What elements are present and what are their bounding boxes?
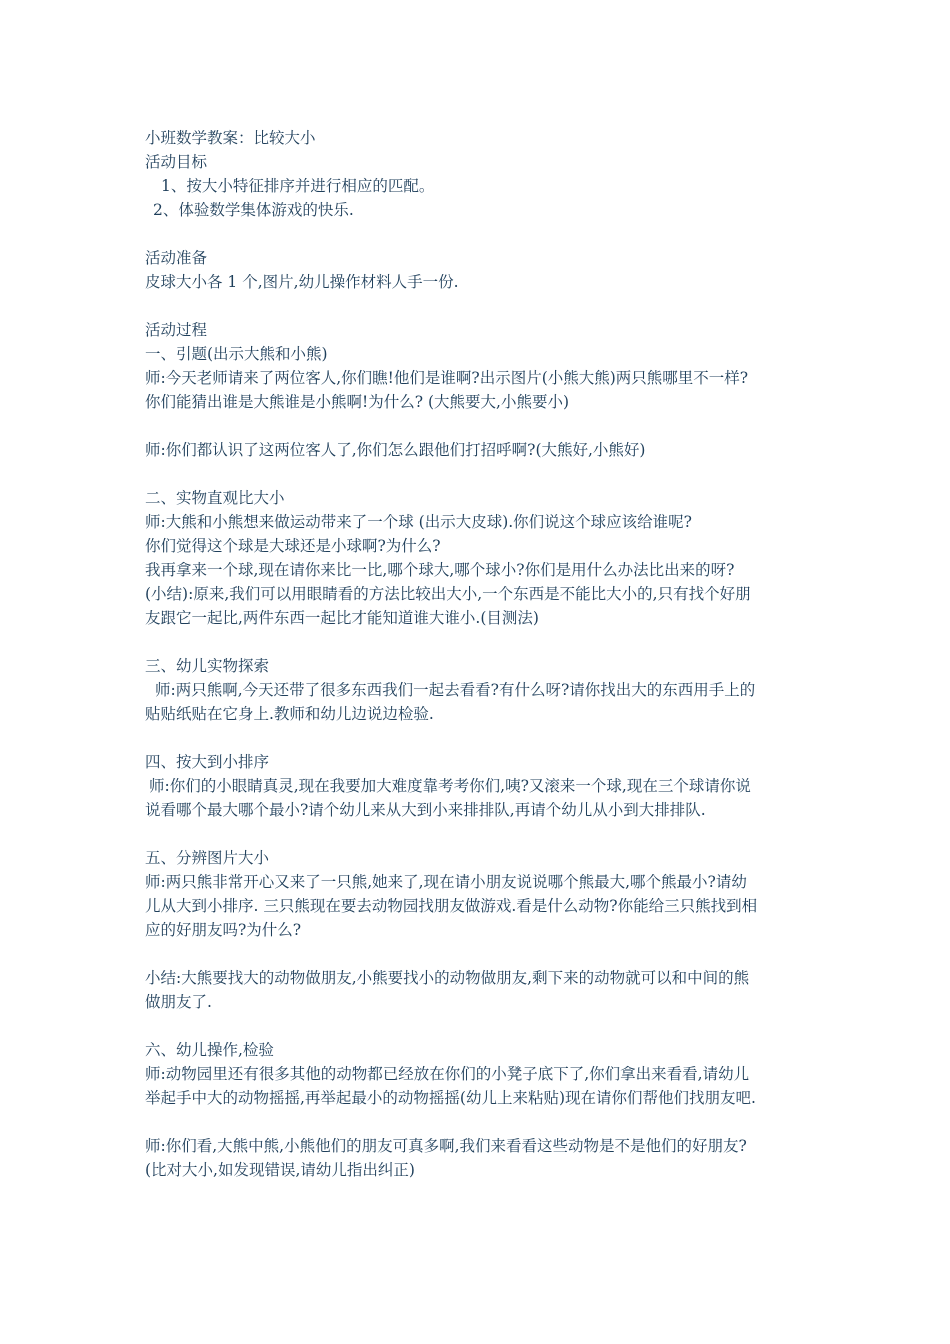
blank-line [145, 1014, 815, 1038]
paragraph-line: 师:今天老师请来了两位客人,你们瞧!他们是谁啊?出示图片(小熊大熊)两只熊哪里不一样? [145, 369, 749, 387]
blank-line [145, 942, 815, 966]
section-2-heading: 二、实物直观比大小 [145, 489, 285, 507]
blank-line [145, 414, 815, 438]
prep-text: 皮球大小各 1 个,图片,幼儿操作材料人手一份. [145, 273, 459, 291]
paragraph-line: 做朋友了. [145, 993, 212, 1011]
document-title: 小班数学教案：比较大小 [145, 129, 316, 147]
paragraph-line: 举起手中大的动物摇摇,再举起最小的动物摇摇(幼儿上来粘贴)现在请你们帮他们找朋友吧. [145, 1089, 756, 1107]
section-1-heading: 一、引题(出示大熊和小熊) [145, 345, 328, 363]
blank-line [145, 222, 815, 246]
blank-line [145, 294, 815, 318]
paragraph-line: 小结:大熊要找大的动物做朋友,小熊要找小的动物做朋友,剩下来的动物就可以和中间的熊 [145, 969, 750, 987]
paragraph-line: 师:你们的小眼睛真灵,现在我要加大难度靠考考你们,咦?又滚来一个球,现在三个球请你说 [149, 777, 751, 795]
paragraph-line: 师:你们都认识了这两位客人了,你们怎么跟他们打招呼啊?(大熊好,小熊好) [145, 441, 646, 459]
paragraph-line: 应的好朋友吗?为什么? [145, 921, 302, 939]
prep-heading: 活动准备 [145, 249, 208, 267]
blank-line [145, 462, 815, 486]
goal-item: 2、体验数学集体游戏的快乐. [153, 201, 354, 219]
blank-line [145, 726, 815, 750]
paragraph-line: 你们能猜出谁是大熊谁是小熊啊!为什么? (大熊要大,小熊要小) [145, 393, 569, 411]
section-4-heading: 四、按大到小排序 [145, 753, 270, 771]
blank-line [145, 822, 815, 846]
paragraph-line: 师:大熊和小熊想来做运动带来了一个球 (出示大皮球).你们说这个球应该给谁呢? [145, 513, 692, 531]
goal-item: 1、按大小特征排序并进行相应的匹配。 [161, 177, 435, 195]
blank-line [145, 630, 815, 654]
document-body [145, 126, 815, 1182]
paragraph-line: 你们觉得这个球是大球还是小球啊?为什么? [145, 537, 441, 555]
process-heading: 活动过程 [145, 321, 208, 339]
paragraph-line: 师:两只熊啊,今天还带了很多东西我们一起去看看?有什么呀?请你找出大的东西用手上的 [155, 681, 756, 699]
paragraph-line: 儿从大到小排序. 三只熊现在要去动物园找朋友做游戏.看是什么动物?你能给三只熊找到相 [145, 897, 758, 915]
blank-line [145, 1110, 815, 1134]
section-3-heading: 三、幼儿实物探索 [145, 657, 270, 675]
paragraph-line: (比对大小,如发现错误,请幼儿指出纠正) [145, 1161, 415, 1179]
paragraph-line: 说看哪个最大哪个最小?请个幼儿来从大到小来排排队,再请个幼儿从小到大排排队. [145, 801, 706, 819]
paragraph-line: (小结):原来,我们可以用眼睛看的方法比较出大小,一个东西是不能比大小的,只有找个好朋 [145, 585, 751, 603]
paragraph-line: 师:你们看,大熊中熊,小熊他们的朋友可真多啊,我们来看看这些动物是不是他们的好朋友? [145, 1137, 747, 1155]
section-5-heading: 五、分辨图片大小 [145, 849, 270, 867]
goals-heading: 活动目标 [145, 153, 208, 171]
paragraph-line: 我再拿来一个球,现在请你来比一比,哪个球大,哪个球小?你们是用什么办法比出来的呀? [145, 561, 735, 579]
section-6-heading: 六、幼儿操作,检验 [145, 1041, 274, 1059]
paragraph-line: 贴贴纸贴在它身上.教师和幼儿边说边检验. [145, 705, 434, 723]
paragraph-line: 师:两只熊非常开心又来了一只熊,她来了,现在请小朋友说说哪个熊最大,哪个熊最小?请幼 [145, 873, 747, 891]
paragraph-line: 师:动物园里还有很多其他的动物都已经放在你们的小凳子底下了,你们拿出来看看,请幼儿 [145, 1065, 750, 1083]
paragraph-line: 友跟它一起比,两件东西一起比才能知道谁大谁小.(目测法) [145, 609, 539, 627]
